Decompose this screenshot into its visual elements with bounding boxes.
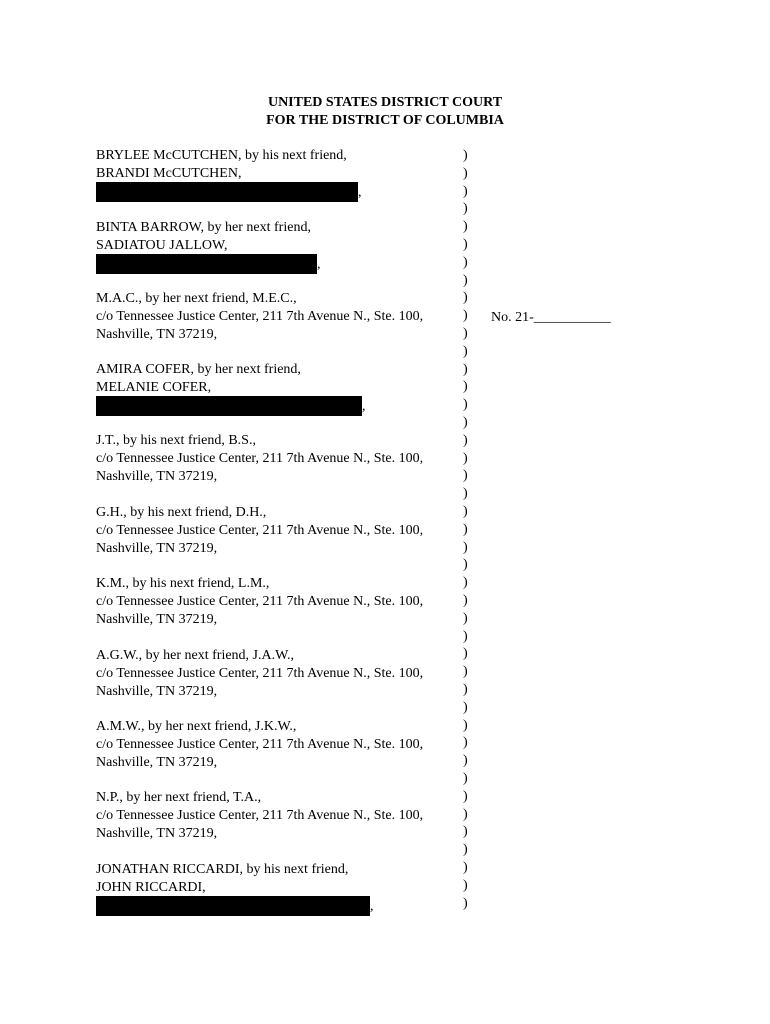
- caption-parenthesis: ): [463, 468, 468, 483]
- caption-parenthesis: ): [463, 771, 468, 786]
- party-address: c/o Tennessee Justice Center, 211 7th Avenue N., Ste. 100,: [96, 594, 424, 609]
- caption-parenthesis: ): [463, 326, 468, 341]
- caption-parenthesis: ): [463, 451, 468, 466]
- party-address: c/o Tennessee Justice Center, 211 7th Avenue N., Ste. 100,: [96, 808, 424, 823]
- caption-parenthesis: ): [463, 557, 468, 572]
- caption-parenthesis: ): [463, 860, 468, 875]
- party-city: Nashville, TN 37219,: [96, 469, 218, 484]
- party-trailing-comma: ,: [317, 257, 321, 272]
- party-line: MELANIE COFER,: [96, 380, 212, 395]
- redaction-bar: [96, 254, 317, 274]
- party-line: A.G.W., by her next friend, J.A.W.,: [96, 648, 295, 663]
- party-line: BRANDI McCUTCHEN,: [96, 166, 242, 181]
- redaction-block: [96, 254, 321, 274]
- caption-parenthesis: ): [463, 379, 468, 394]
- party-address: c/o Tennessee Justice Center, 211 7th Avenue N., Ste. 100,: [96, 451, 424, 466]
- party-line: JONATHAN RICCARDI, by his next friend,: [96, 862, 349, 877]
- party-city: Nashville, TN 37219,: [96, 327, 218, 342]
- caption-parenthesis: ): [463, 504, 468, 519]
- party-address: c/o Tennessee Justice Center, 211 7th Avenue N., Ste. 100,: [96, 737, 424, 752]
- redaction-bar: [96, 396, 362, 416]
- party-address: c/o Tennessee Justice Center, 211 7th Avenue N., Ste. 100,: [96, 309, 424, 324]
- party-line: JOHN RICCARDI,: [96, 880, 206, 895]
- party-address: c/o Tennessee Justice Center, 211 7th Avenue N., Ste. 100,: [96, 523, 424, 538]
- redaction-bar: [96, 182, 358, 202]
- caption-parenthesis: ): [463, 148, 468, 163]
- caption-parenthesis: ): [463, 718, 468, 733]
- caption-parenthesis: ): [463, 522, 468, 537]
- redaction-block: [96, 182, 362, 202]
- party-line: AMIRA COFER, by her next friend,: [96, 362, 301, 377]
- caption-parenthesis: ): [463, 486, 468, 501]
- caption-parenthesis: ): [463, 290, 468, 305]
- caption-parenthesis: ): [463, 415, 468, 430]
- party-trailing-comma: ,: [370, 899, 374, 914]
- party-city: Nashville, TN 37219,: [96, 826, 218, 841]
- caption-parenthesis: ): [463, 593, 468, 608]
- party-line: BINTA BARROW, by her next friend,: [96, 220, 311, 235]
- caption-parenthesis: ): [463, 807, 468, 822]
- caption-parenthesis: ): [463, 629, 468, 644]
- redaction-block: [96, 396, 366, 416]
- caption-parenthesis: ): [463, 166, 468, 181]
- caption-parenthesis: ): [463, 611, 468, 626]
- caption-parenthesis: ): [463, 433, 468, 448]
- party-line: J.T., by his next friend, B.S.,: [96, 433, 256, 448]
- party-line: SADIATOU JALLOW,: [96, 238, 228, 253]
- caption-parenthesis: ): [463, 237, 468, 252]
- party-address: c/o Tennessee Justice Center, 211 7th Avenue N., Ste. 100,: [96, 666, 424, 681]
- caption-parenthesis: ): [463, 575, 468, 590]
- party-line: BRYLEE McCUTCHEN, by his next friend,: [96, 148, 347, 163]
- caption-parenthesis: ): [463, 896, 468, 911]
- caption-parenthesis: ): [463, 255, 468, 270]
- court-district: FOR THE DISTRICT OF COLUMBIA: [266, 113, 504, 128]
- caption-parenthesis: ): [463, 362, 468, 377]
- redaction-block: [96, 896, 374, 916]
- case-number: No. 21-___________: [491, 310, 611, 325]
- caption-parenthesis: ): [463, 201, 468, 216]
- caption-parenthesis: ): [463, 824, 468, 839]
- court-heading: [0, 94, 770, 130]
- caption-parenthesis: ): [463, 664, 468, 679]
- caption-parenthesis: ): [463, 308, 468, 323]
- party-city: Nashville, TN 37219,: [96, 755, 218, 770]
- caption-parenthesis: ): [463, 540, 468, 555]
- party-trailing-comma: ,: [358, 185, 362, 200]
- party-line: G.H., by his next friend, D.H.,: [96, 505, 267, 520]
- caption-parenthesis: ): [463, 646, 468, 661]
- caption-parenthesis: ): [463, 344, 468, 359]
- party-line: N.P., by her next friend, T.A.,: [96, 790, 262, 805]
- caption-parenthesis: ): [463, 273, 468, 288]
- party-city: Nashville, TN 37219,: [96, 612, 218, 627]
- caption-parenthesis: ): [463, 878, 468, 893]
- caption-parenthesis: ): [463, 789, 468, 804]
- caption-parenthesis: ): [463, 397, 468, 412]
- party-line: M.A.C., by her next friend, M.E.C.,: [96, 291, 297, 306]
- court-name: UNITED STATES DISTRICT COURT: [267, 95, 503, 110]
- caption-parenthesis: ): [463, 700, 468, 715]
- caption-parenthesis: ): [463, 219, 468, 234]
- party-trailing-comma: ,: [362, 399, 366, 414]
- party-line: K.M., by his next friend, L.M.,: [96, 576, 270, 591]
- caption-parenthesis: ): [463, 682, 468, 697]
- redaction-bar: [96, 896, 370, 916]
- caption-parenthesis: ): [463, 184, 468, 199]
- caption-parenthesis: ): [463, 753, 468, 768]
- caption-parenthesis: ): [463, 842, 468, 857]
- party-city: Nashville, TN 37219,: [96, 684, 218, 699]
- party-line: A.M.W., by her next friend, J.K.W.,: [96, 719, 297, 734]
- caption-parenthesis: ): [463, 735, 468, 750]
- party-city: Nashville, TN 37219,: [96, 541, 218, 556]
